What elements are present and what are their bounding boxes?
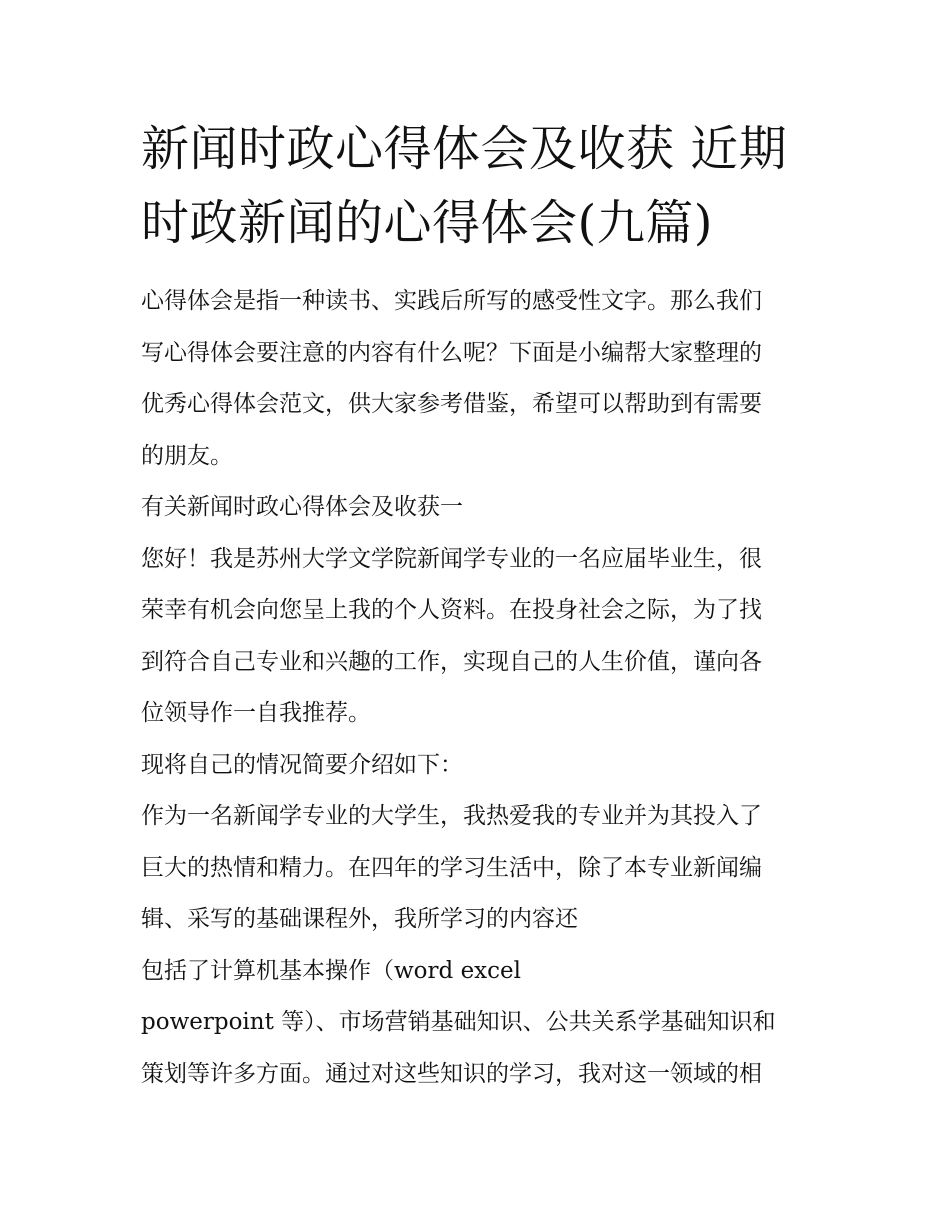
body-line: 心得体会是指一种读书、实践后所写的感受性文字。那么我们: [141, 288, 762, 314]
title-line-1: 新闻时政心得体会及收获 近期: [141, 121, 788, 177]
body-line: 位领导作一自我推荐。: [141, 700, 371, 726]
section-heading: 有关新闻时政心得体会及收获一: [141, 494, 463, 520]
body-line: 优秀心得体会范文，供大家参考借鉴，希望可以帮助到有需要: [141, 391, 762, 417]
body-line: 巨大的热情和精力。在四年的学习生活中，除了本专业新闻编: [141, 854, 762, 881]
body-line: 辑、采写的基础课程外，我所学习的内容还: [141, 906, 578, 932]
body-line: 的朋友。: [141, 442, 233, 469]
body-line: 您好！我是苏州大学文学院新闻学专业的一名应届毕业生，很: [141, 545, 762, 572]
body-line: 到符合自己专业和兴趣的工作，实现自己的人生价值，谨向各: [141, 648, 762, 675]
document-body: [141, 276, 821, 1100]
body-line: 作为一名新闻学专业的大学生，我热爱我的专业并为其投入了: [141, 803, 762, 829]
body-line: powerpoint 等）、市场营销基础知识、公共关系学基础知识和: [141, 1009, 776, 1035]
document-title: [141, 112, 821, 260]
body-line: 写心得体会要注意的内容有什么呢？下面是小编帮大家整理的: [141, 339, 762, 366]
title-line-2: 时政新闻的心得体会(九篇): [141, 195, 713, 251]
body-line: 策划等许多方面。通过对这些知识的学习，我对这一领域的相: [141, 1060, 762, 1087]
body-line: 包括了计算机基本操作（word excel: [141, 957, 521, 984]
body-line: 现将自己的情况简要介绍如下：: [141, 751, 463, 778]
body-line: 荣幸有机会向您呈上我的个人资料。在投身社会之际，为了找: [141, 597, 762, 623]
